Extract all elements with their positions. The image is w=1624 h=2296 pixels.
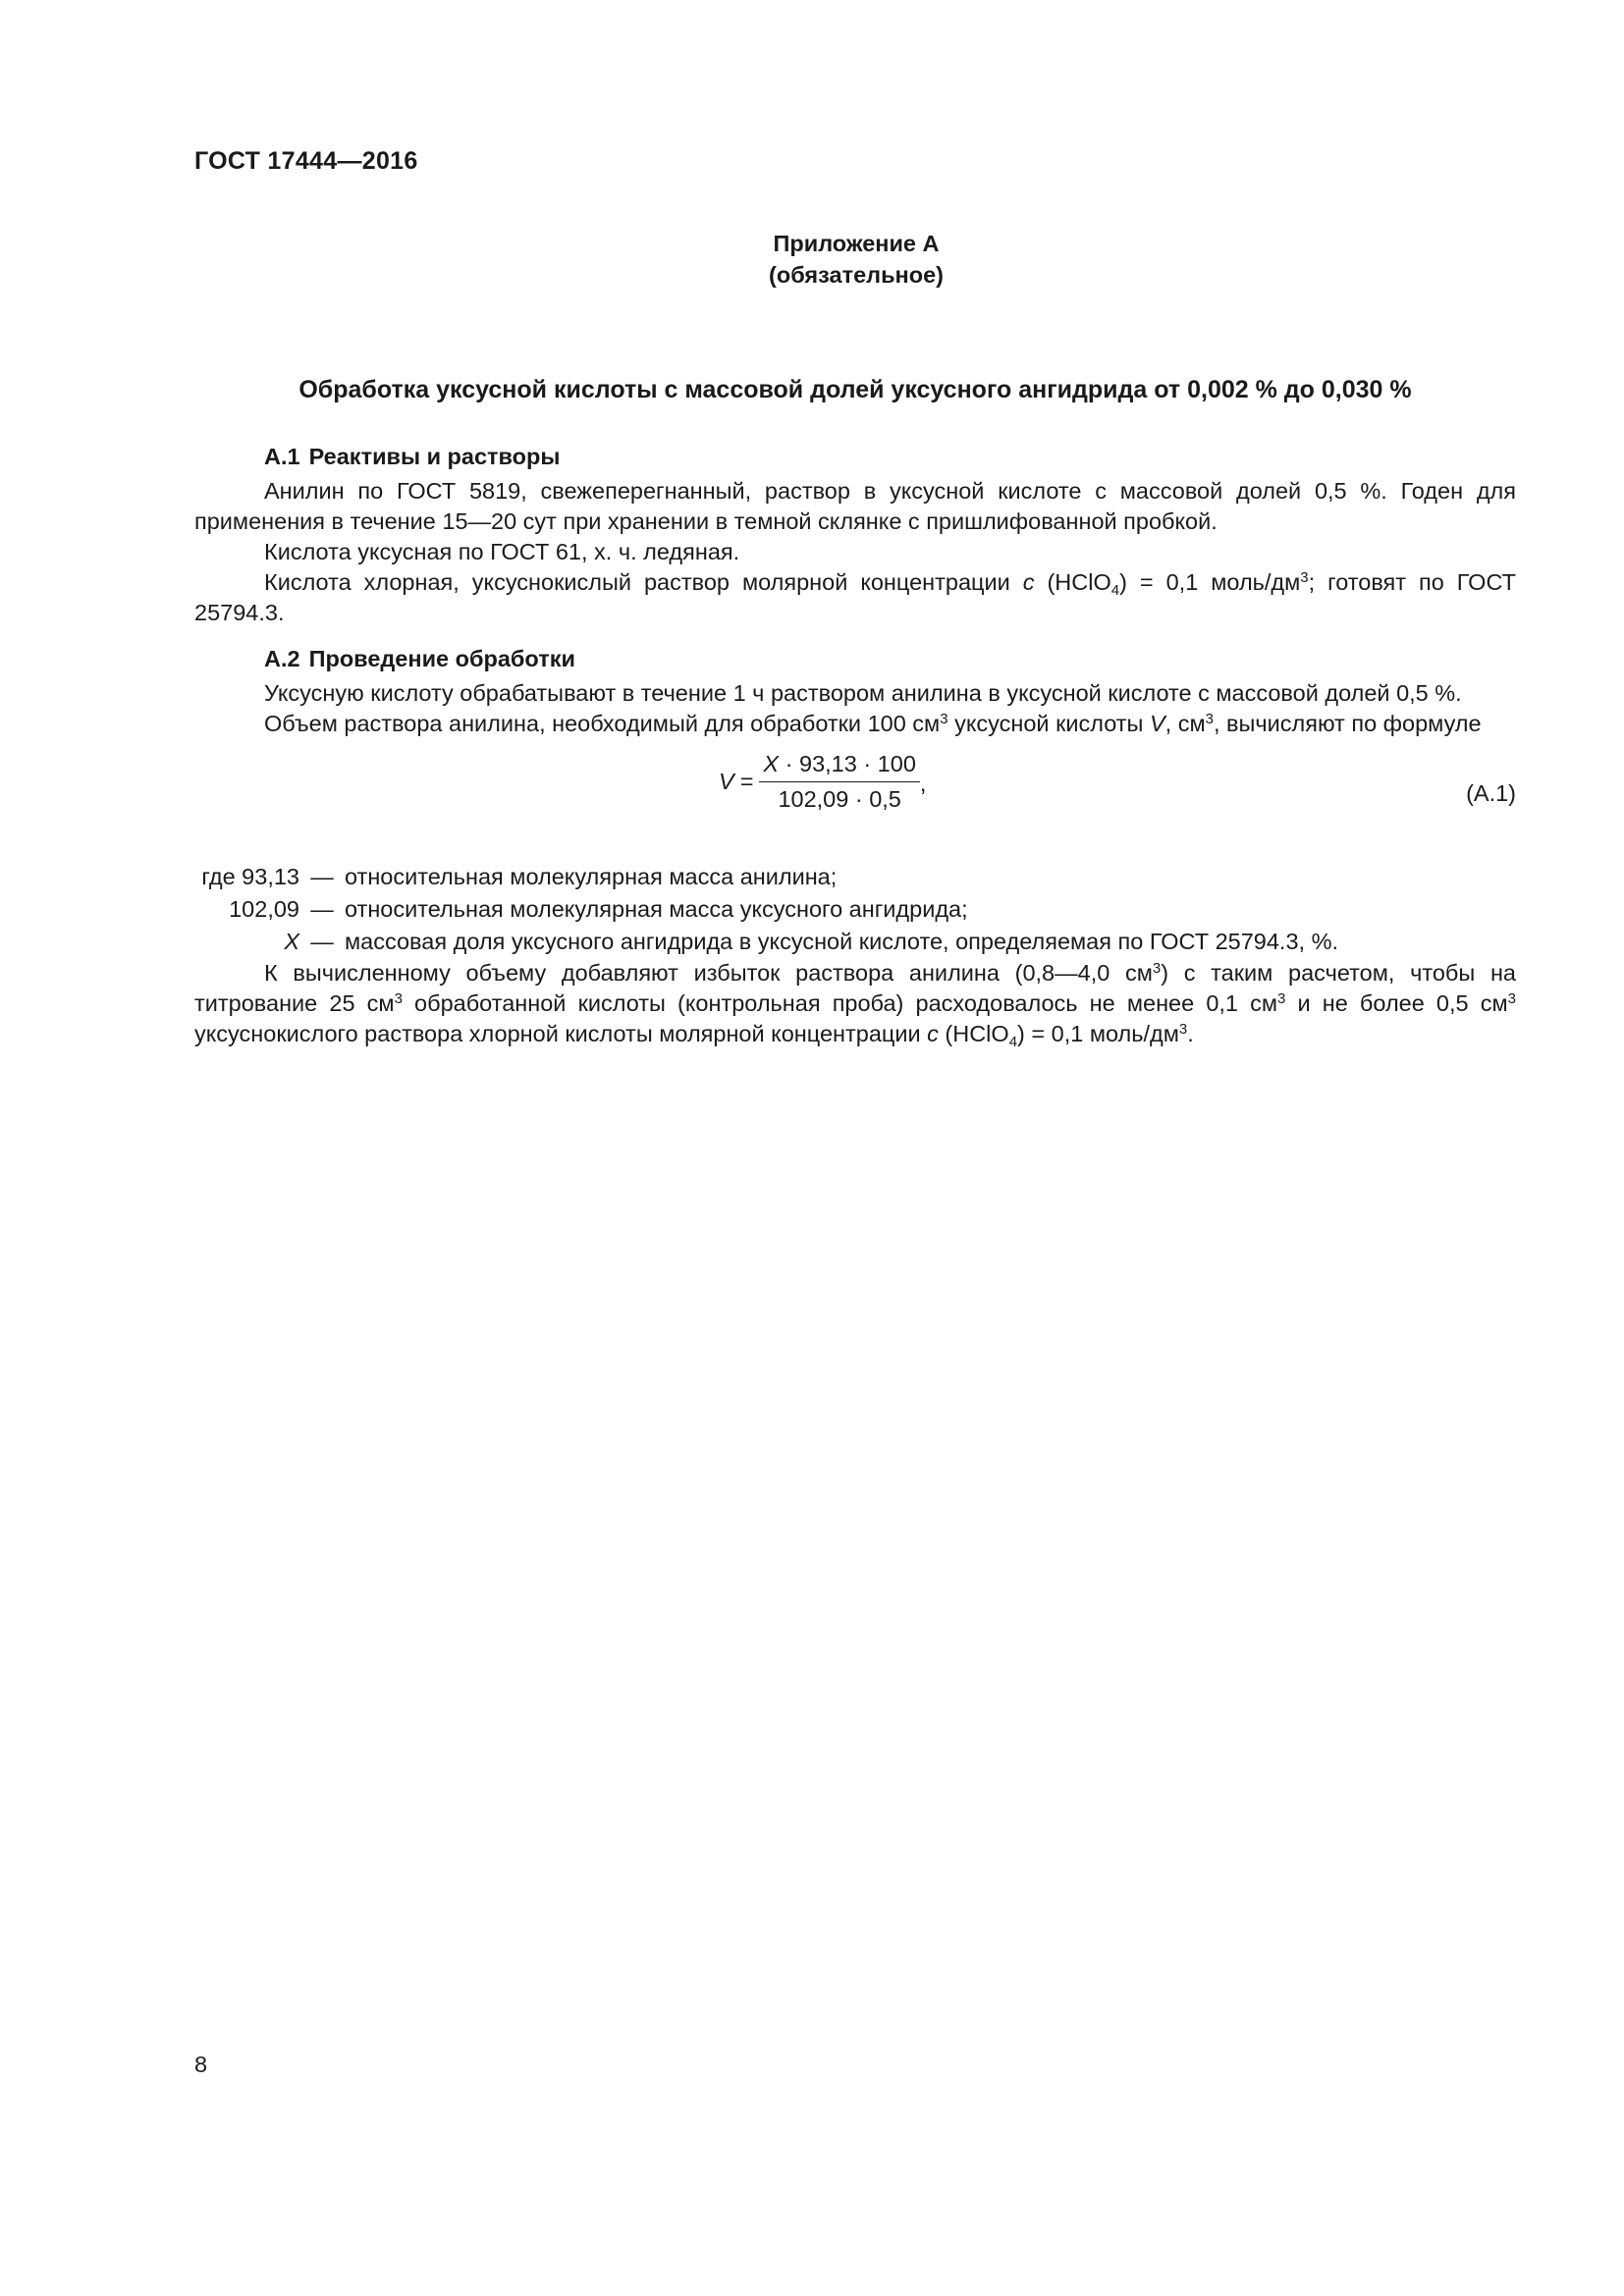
section-number: А.2: [264, 646, 300, 671]
definition-row: [194, 893, 1516, 926]
formula-equals: =: [739, 769, 754, 794]
standard-header: ГОСТ 17444—2016: [194, 147, 418, 175]
formula-lhs: V: [719, 769, 734, 794]
paragraph-volume: Объем раствора анилина, необходимый для обработки 100 $см^3$ уксусной кислоты V, $см^3$, вычисляют по формуле: [264, 711, 1482, 736]
section-heading-a2: [194, 644, 1516, 674]
formula-numerator: X · 93,13 · 100: [759, 749, 919, 782]
appendix-status: (обязательное): [769, 262, 944, 288]
paragraph-perchloric-acid: Кислота хлорная, уксуснокислый раствор молярной концентрации c (HClO$_4$) = 0,1 моль/$дм^3$; готовят по ГОСТ 25794.3.: [194, 569, 1517, 625]
page-number: 8: [194, 2052, 208, 2077]
formula: [719, 749, 926, 815]
variable-definitions: [194, 861, 1516, 958]
definition-dash: —: [310, 929, 334, 954]
definition-text: относительная молекулярная масса уксусного ангидрида;: [345, 896, 968, 922]
definition-dash: —: [310, 864, 334, 889]
definition-dash: —: [310, 896, 334, 922]
appendix-heading: [0, 228, 1624, 291]
section-heading-a1: [194, 442, 1516, 472]
formula-fraction: [759, 749, 919, 815]
document-title: Обработка уксусной кислоты с массовой долей уксусного ангидрида от 0,002 % до 0,030 %: [298, 376, 1412, 403]
definition-text: относительная молекулярная масса анилина;: [345, 864, 838, 889]
section-number: А.1: [264, 444, 300, 469]
appendix-title: Приложение А: [773, 231, 940, 256]
section-title: Проведение обработки: [308, 646, 575, 671]
document-body: [194, 442, 1516, 1049]
formula-row: [194, 749, 1516, 839]
section-title: Реактивы и растворы: [308, 444, 561, 469]
formula-trailing-comma: ,: [919, 771, 927, 796]
paragraph-excess-aniline: К вычисленному объему добавляют избыток раствора анилина (0,8—4,0 $см^3$) с таким расчетом, чтобы на титрование 25 $см^3$ обработанной кислоты (контрольная проба) расходовалось не менее 0,1 $см^3$ и не более 0,5 $см^3$ уксуснокислого раствора хлорной кислоты молярной концентрации c (HClO$_4$) = 0,1 моль/$дм^3$.: [194, 960, 1516, 1050]
formula-number: (А.1): [1466, 780, 1516, 806]
definition-symbol: 102,09: [229, 896, 299, 922]
definition-symbol: где 93,13: [201, 864, 299, 889]
definition-row: [194, 861, 1516, 893]
formula-denominator: 102,09 · 0,5: [778, 786, 901, 812]
paragraph-aniline: Анилин по ГОСТ 5819, свежеперегнанный, раствор в уксусной кислоте с массовой долей 0,5 %. Годен для применения в течение 15—20 сут при хранении в темной склянке с пришлифованной пробкой.: [194, 478, 1516, 534]
definition-row: [194, 926, 1516, 958]
paragraph-treatment: Уксусную кислоту обрабатывают в течение 1 ч раствором анилина в уксусной кислоте с массовой долей 0,5 %.: [264, 680, 1462, 706]
definition-text: массовая доля уксусного ангидрида в уксусной кислоте, определяемая по ГОСТ 25794.3, %.: [345, 929, 1339, 954]
paragraph-acetic-acid: Кислота уксусная по ГОСТ 61, х. ч. ледяная.: [264, 539, 740, 564]
definition-symbol: X: [284, 929, 299, 954]
